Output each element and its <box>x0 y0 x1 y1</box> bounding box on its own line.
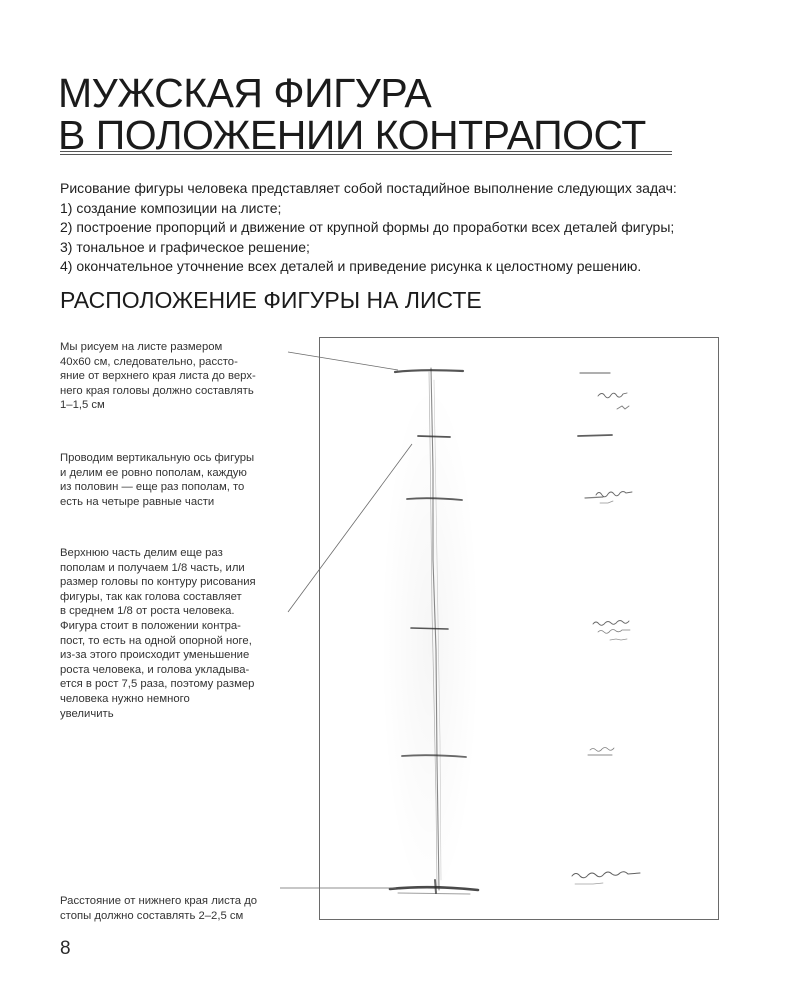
note-line: него края головы должно составлять <box>60 384 254 397</box>
sheet-paper-texture <box>380 378 480 908</box>
note-line: стопы должно составлять 2–2,5 см <box>60 909 244 922</box>
note-line: Фигура стоит в положении контра- <box>60 619 241 632</box>
title-line-2: В ПОЛОЖЕНИИ КОНТРАПОСТ <box>58 112 646 158</box>
intro-line: 4) окончательное уточнение всех деталей и приведение рисунка к целостному решению. <box>60 258 642 275</box>
note-line: и делим ее ровно пополам, каждую <box>60 466 247 479</box>
drawing-sheet <box>319 337 719 920</box>
note-line: Проводим вертикальную ось фигуры <box>60 452 255 464</box>
section-heading: РАСПОЛОЖЕНИЕ ФИГУРЫ НА ЛИСТЕ <box>60 287 482 313</box>
note-top-margin <box>60 340 300 413</box>
intro-line: 3) тональное и графическое решение; <box>60 238 310 255</box>
title-line-1: МУЖСКАЯ ФИГУРА <box>58 70 432 116</box>
note-line: размер головы по контуру рисования <box>60 576 256 589</box>
note-line: увеличить <box>60 707 114 720</box>
title-underline <box>60 151 672 155</box>
note-head-proportion <box>60 546 300 721</box>
page-number: 8 <box>60 938 71 959</box>
note-line: Мы рисуем на листе размером <box>60 341 223 353</box>
note-line: пост, то есть на одной опорной ноге, <box>60 634 252 647</box>
note-line: из-за этого происходит уменьшение <box>60 649 250 662</box>
page-title <box>58 72 646 156</box>
intro-line: 2) построение пропорций и движение от крупной формы до проработки всех деталей фигуры; <box>60 219 675 236</box>
note-bottom-margin <box>60 894 300 923</box>
note-line: роста человека, и голова укладыва- <box>60 663 250 676</box>
note-line: человека нужно немного <box>60 692 190 705</box>
intro-line: 1) создание композиции на листе; <box>60 199 282 216</box>
note-line: Расстояние от нижнего края листа до <box>60 895 258 907</box>
intro-line: Рисование фигуры человека представляет собой постадийное выполнение следующих задач: <box>60 180 677 196</box>
note-vertical-axis <box>60 451 300 509</box>
note-line: ется в рост 7,5 раза, поэтому размер <box>60 678 255 691</box>
note-line: Верхнюю часть делим еще раз <box>60 547 223 559</box>
note-line: фигуры, так как голова составляет <box>60 590 242 603</box>
note-line: есть на четыре равные части <box>60 495 215 508</box>
note-line: яние от верхнего края листа до верх- <box>60 370 256 383</box>
note-line: из половин — еще раз пополам, то <box>60 481 245 494</box>
note-line: в среднем 1/8 от роста человека. <box>60 605 235 618</box>
note-line: 1–1,5 см <box>60 399 105 412</box>
intro-paragraph <box>60 179 740 277</box>
note-line: пополам и получаем 1/8 часть, или <box>60 561 245 574</box>
note-line: 40х60 см, следовательно, рассто- <box>60 355 238 368</box>
